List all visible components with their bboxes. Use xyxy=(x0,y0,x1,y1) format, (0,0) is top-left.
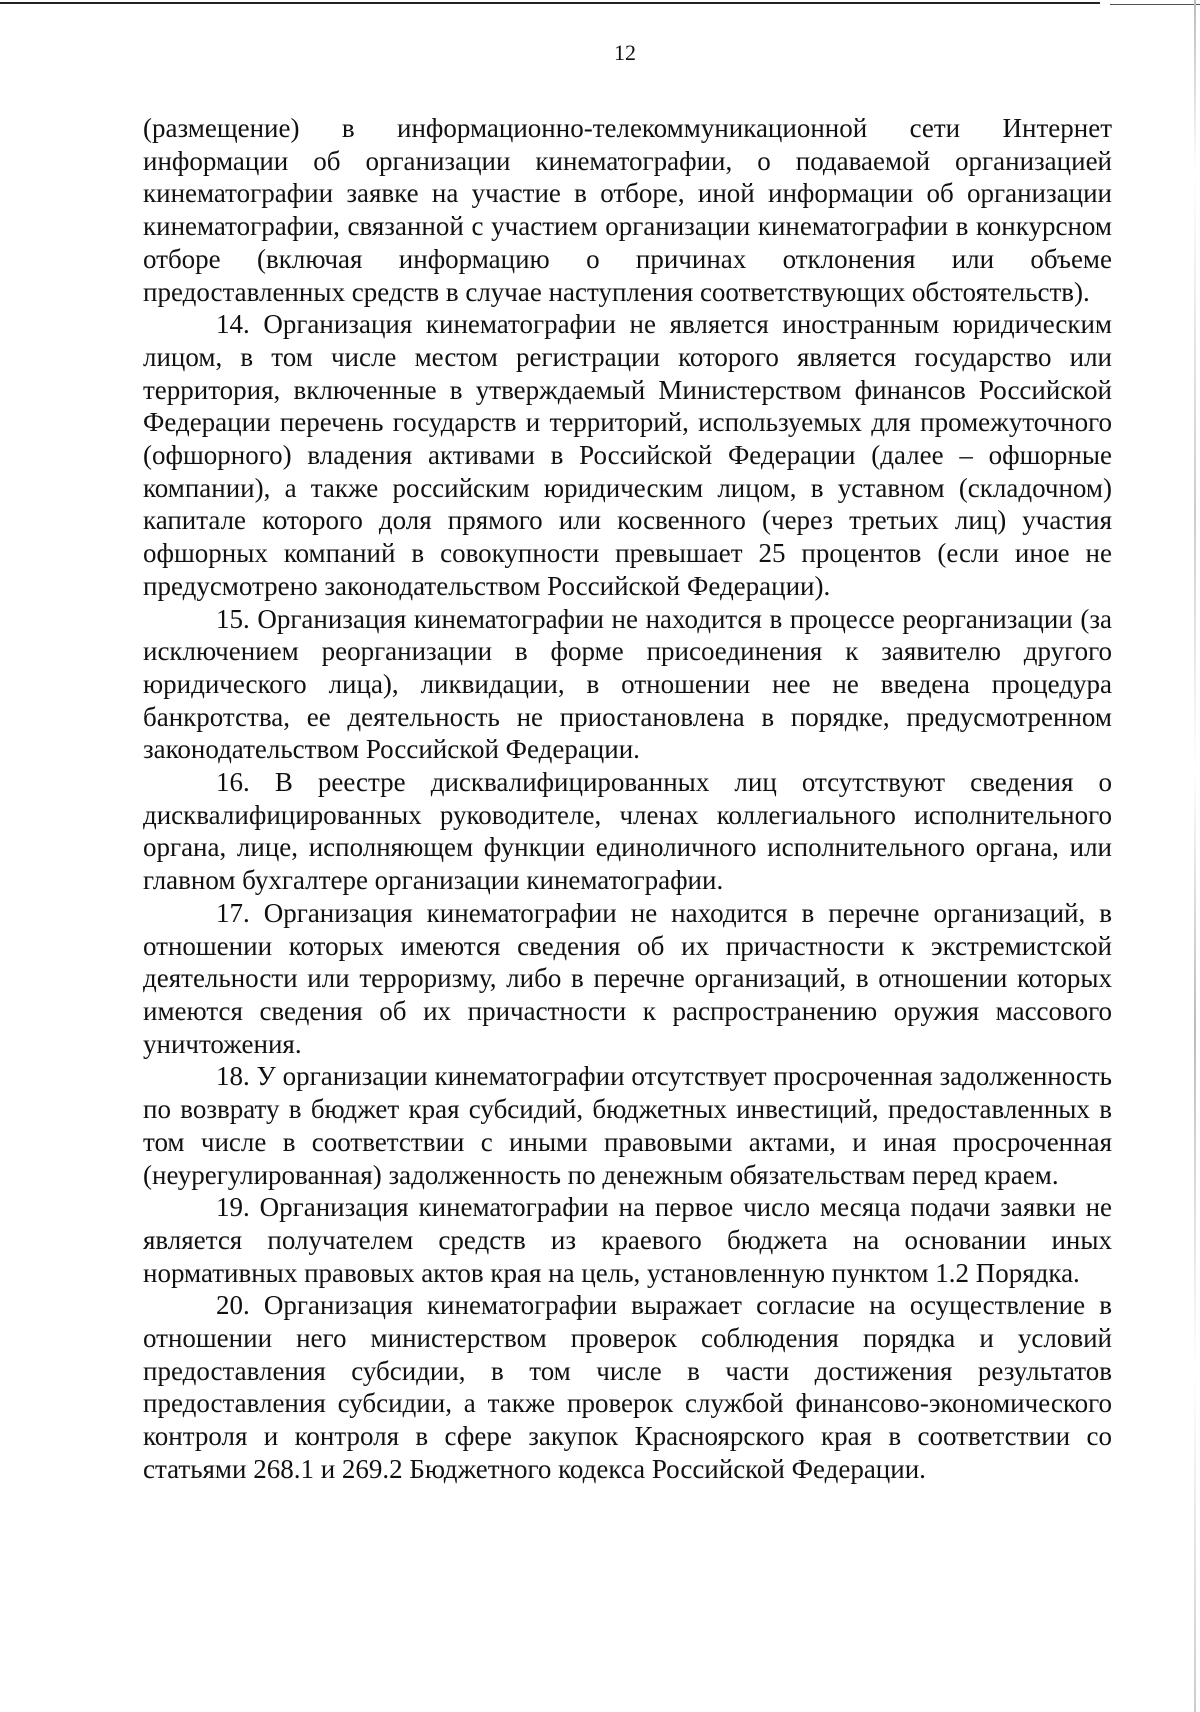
paragraph-continuation: (размещение) в информационно-телекоммуникационной сети Интернет информации об организации кинематографии, о подаваемой организацией кинематографии заявке на участие в отборе, иной информации об организации кинематографии, связанной с участием организации кинематографии в конкурсном отборе (включая информацию о причинах отклонения или объеме предоставленных средств в случае наступления соответствующих обстоятельств). xyxy=(143,113,1112,307)
paragraph-item-19: 19. Организация кинематографии на первое число месяца подачи заявки не является получателем средств из краевого бюджета на основании иных нормативных правовых актов края на цель, установленную пунктом 1.2 Порядка. xyxy=(143,1192,1112,1288)
paragraph-item-17: 17. Организация кинематографии не находится в перечне организаций, в отношении которых имеются сведения об их причастности к экстремистской деятельности или терроризму, либо в перечне организаций, в отношении которых имеются сведения об их причастности к распространению оружия массового уничтожения. xyxy=(143,897,1112,1059)
scan-top-border-fragment xyxy=(1110,4,1200,5)
paragraph-item-14: 14. Организация кинематографии не является иностранным юридическим лицом, в том числе местом регистрации которого является государство или территория, включенные в утверждаемый Министерством финансов Российской Федерации перечень государств и территорий, используемых для промежуточного (офшорного) владения активами в Российской Федерации (далее – офшорные компании), а также российским юридическим лицом, в уставном (складочном) капитале которого доля прямого или косвенного (через третьих лиц) участия офшорных компаний в совокупности превышает 25 процентов (если иное не предусмотрено законодательством Российской Федерации). xyxy=(143,309,1112,601)
paragraph-item-15: 15. Организация кинематографии не находится в процессе реорганизации (за исключением реорганизации в форме присоединения к заявителю другого юридического лица), ликвидации, в отношении нее не введена процедура банкротства, ее деятельность не приостановлена в порядке, предусмотренном законодательством Российской Федерации. xyxy=(143,603,1112,765)
page-number: 12 xyxy=(614,40,636,65)
scan-top-border xyxy=(0,2,1100,4)
document-body xyxy=(143,112,1112,1486)
paragraph-item-16: 16. В реестре дисквалифицированных лиц отсутствуют сведения о дисквалифицированных руководителе, членах коллегиального исполнительного органа, лице, исполняющем функции единоличного исполнительного органа, или главном бухгалтере организации кинематографии. xyxy=(143,767,1112,896)
paragraph-item-20: 20. Организация кинематографии выражает согласие на осуществление в отношении него министерством проверок соблюдения порядка и условий предоставления субсидии, в том числе в части достижения результатов предоставления субсидии, а также проверок службой финансово-экономического контроля и контроля в сфере закупок Красноярского края в соответствии со статьями 268.1 и 269.2 Бюджетного кодекса Российской Федерации. xyxy=(143,1290,1112,1484)
paragraph-item-18: 18. У организации кинематографии отсутствует просроченная задолженность по возврату в бюджет края субсидий, бюджетных инвестиций, предоставленных в том числе в соответствии с иными правовыми актами, и иная просроченная (неурегулированная) задолженность по денежным обязательствам перед краем. xyxy=(143,1061,1112,1190)
scan-right-edge xyxy=(1194,0,1196,1712)
